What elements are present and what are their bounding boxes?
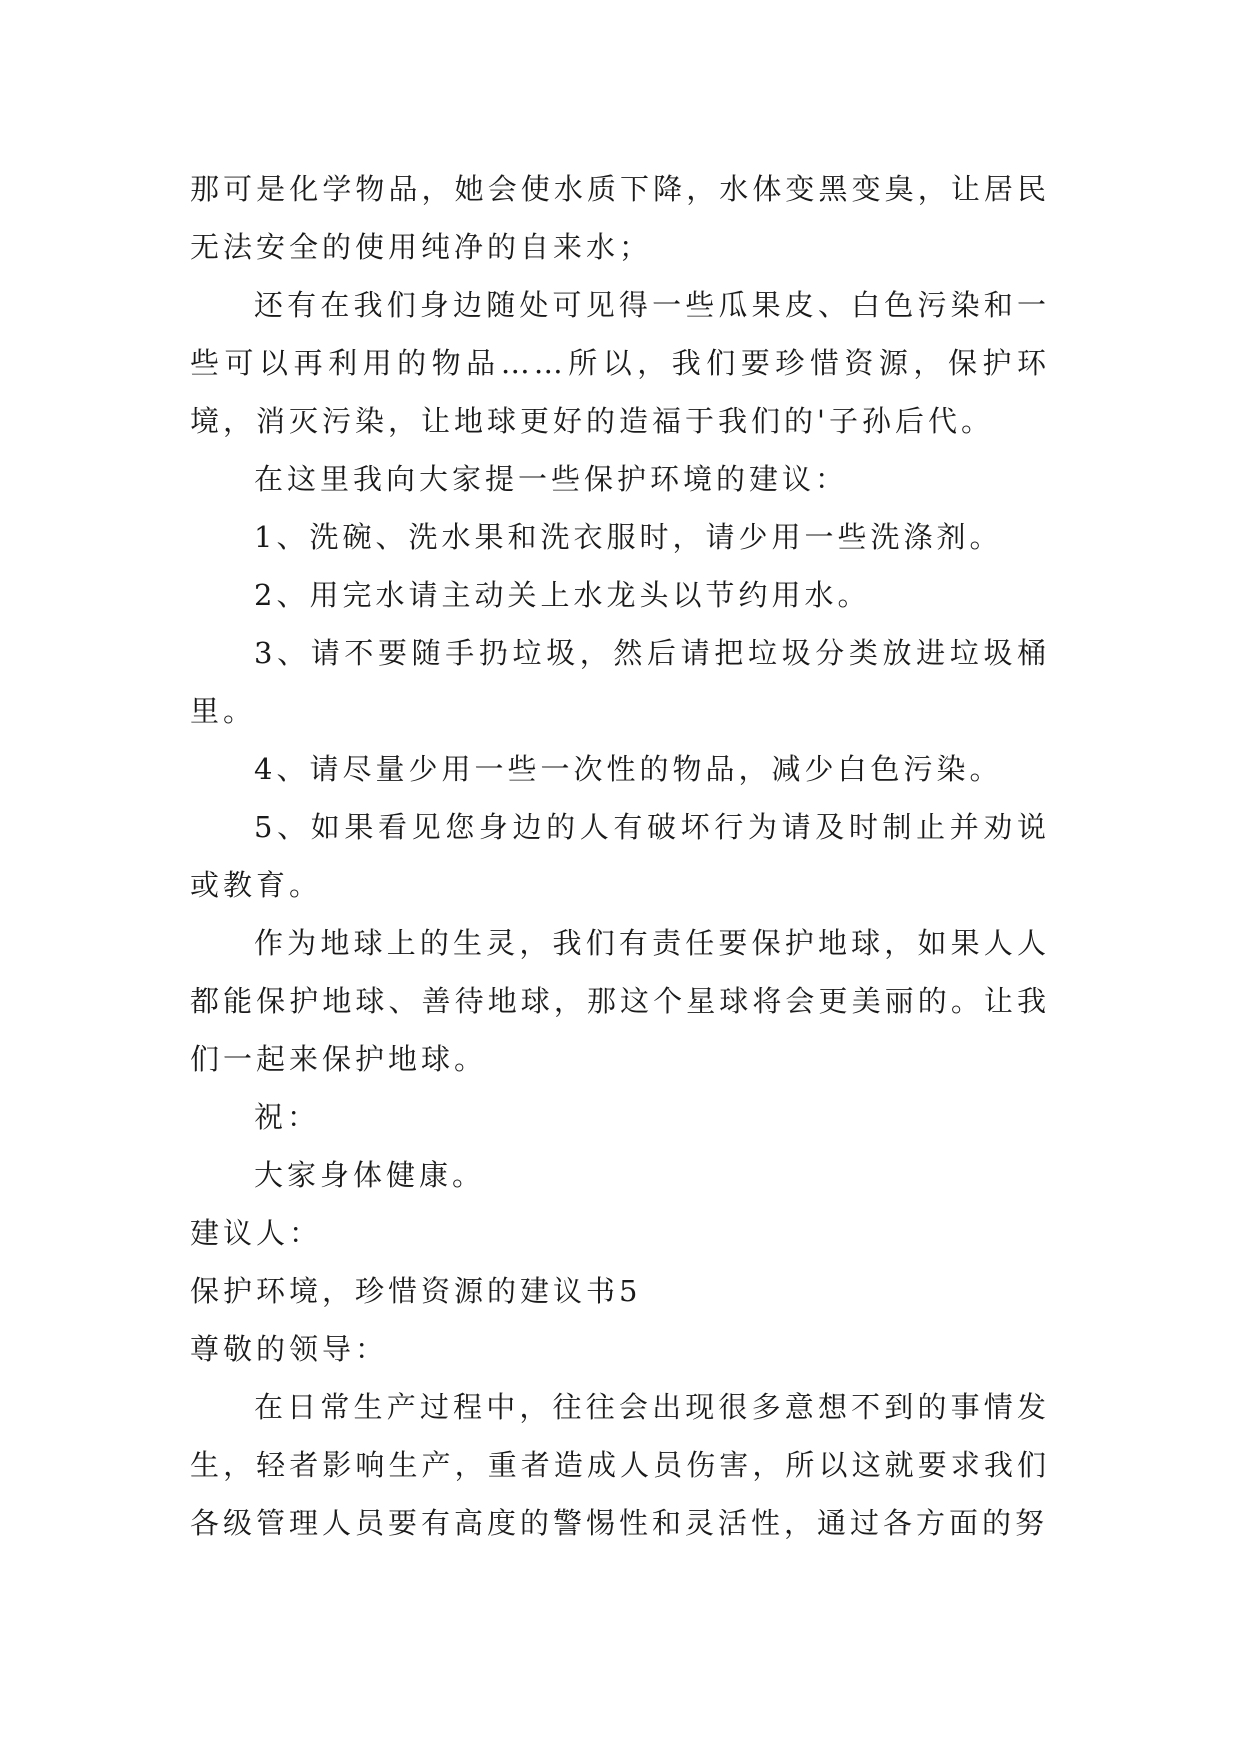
- salutation: 尊敬的领导：: [190, 1332, 389, 1366]
- paragraph-production-safety: 在日常生产过程中，往往会出现很多意想不到的事情发生，轻者影响生产，重者造成人员伤害，所以这就要求我们各级管理人员要有高度的警惕性和灵活性，通过各方面的努: [190, 1390, 1050, 1540]
- suggestion-item-3: 3、请不要随手扔垃圾，然后请把垃圾分类放进垃圾桶里。: [190, 636, 1050, 728]
- suggestion-item-4: 4、请尽量少用一些一次性的物品，减少白色污染。: [254, 752, 1003, 786]
- paragraph-chemical-water: 那可是化学物品，她会使水质下降，水体变黑变臭，让居民无法安全的使用纯净的自来水；: [190, 172, 1050, 264]
- closing-health: 大家身体健康。: [254, 1158, 486, 1192]
- section-title: 保护环境，珍惜资源的建议书5: [190, 1274, 642, 1308]
- suggestion-item-2: 2、用完水请主动关上水龙头以节约用水。: [254, 578, 871, 612]
- signature-label: 建议人：: [190, 1216, 323, 1250]
- closing-wish: 祝：: [254, 1100, 321, 1134]
- document-body: [190, 160, 1050, 1552]
- suggestion-item-5: 5、如果看见您身边的人有破坏行为请及时制止并劝说或教育。: [190, 810, 1050, 902]
- suggestion-item-1: 1、洗碗、洗水果和洗衣服时，请少用一些洗涤剂。: [254, 520, 1003, 554]
- paragraph-waste-resources: 还有在我们身边随处可见得一些瓜果皮、白色污染和一些可以再利用的物品……所以，我们要珍惜资源，保护环境，消灭污染，让地球更好的造福于我们的'子孙后代。: [190, 288, 1050, 438]
- paragraph-protect-earth: 作为地球上的生灵，我们有责任要保护地球，如果人人都能保护地球、善待地球，那这个星球将会更美丽的。让我们一起来保护地球。: [190, 926, 1050, 1076]
- paragraph-suggestion-intro: 在这里我向大家提一些保护环境的建议：: [254, 462, 849, 496]
